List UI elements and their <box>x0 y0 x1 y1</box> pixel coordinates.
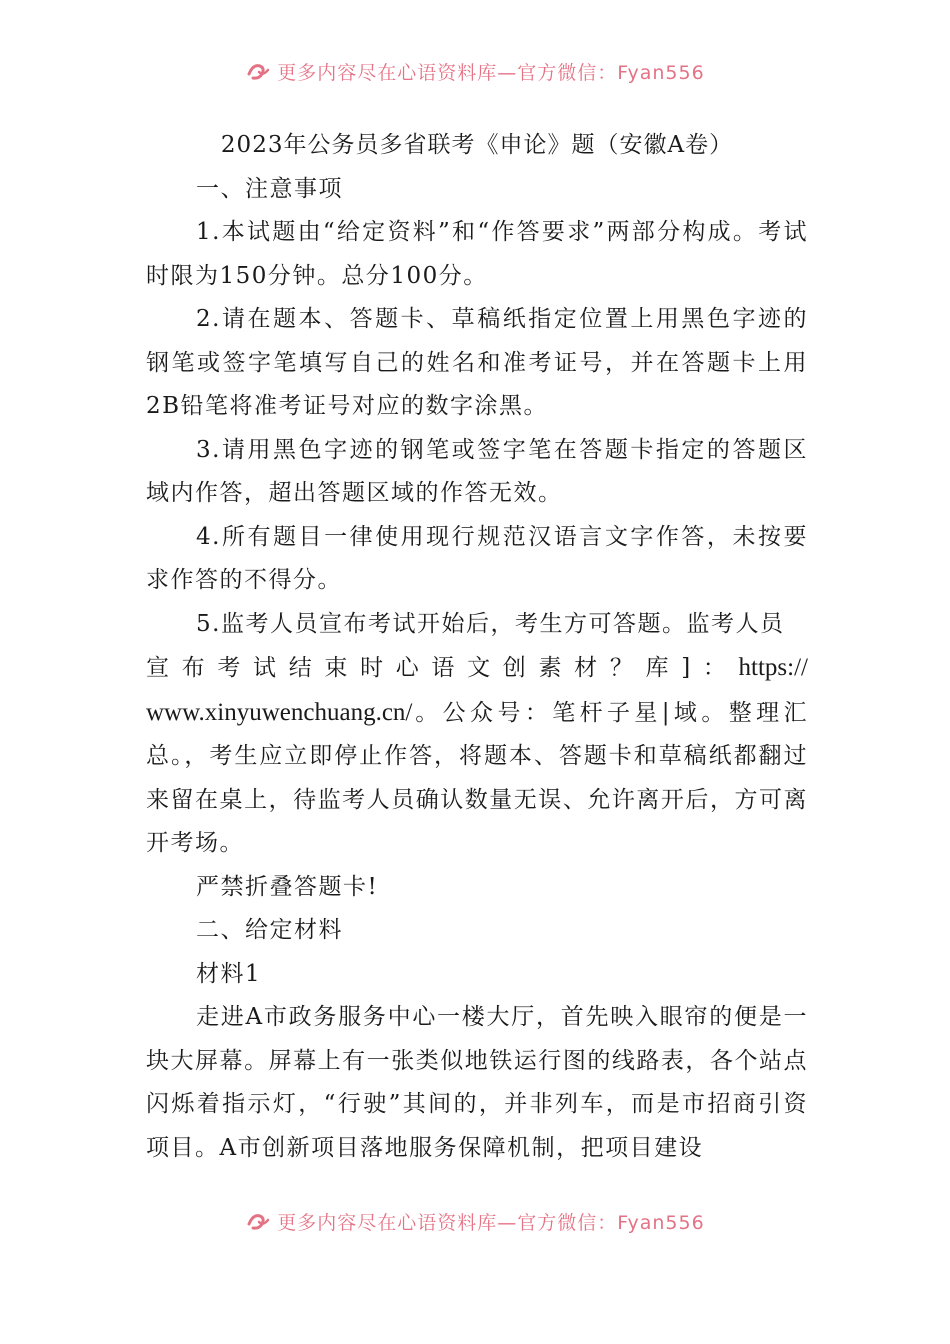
note-item-5-rest <box>146 691 808 866</box>
note-item-5-text: 。公众号：笔杆子星|域。整理汇总。，考生应立即停止作答，将题本、答题卡和草稿纸都翻过来留在桌上，待监考人员确认数量无误、允许离开后，方可离开考场。 <box>146 699 808 856</box>
note-item-2: 2.请在题本、答题卡、草稿纸指定位置上用黑色字迹的钢笔或签字笔填写自己的姓名和准考证号，并在答题卡上用2B铅笔将准考证号对应的数字涂黑。 <box>146 306 808 419</box>
note-item-5-library-text: 宣布考试结束时心语文创素材？库]： <box>146 655 739 681</box>
section-heading-notes: 一、注意事项 <box>196 175 343 202</box>
note-item-5 <box>146 603 808 866</box>
note-item-4: 4.所有题目一律使用现行规范汉语言文字作答，未按要求作答的不得分。 <box>146 523 808 593</box>
watermark-logo-icon <box>245 58 271 84</box>
notice-no-folding: 严禁折叠答题卡! <box>196 873 379 900</box>
note-item-5-line2 <box>146 646 808 691</box>
note-item-3: 3.请用黑色字迹的钢笔或签字笔在答题卡指定的答题区域内作答，超出答题区域的作答无效。 <box>146 436 808 506</box>
material-1-heading: 材料1 <box>196 960 262 987</box>
note-item-5-line1: 5.监考人员宣布考试开始后，考生方可答题。监考人员 <box>196 610 785 637</box>
watermark-text: 更多内容尽在心语资料库—官方微信：Fyan556 <box>277 1211 705 1234</box>
document-title: 2023年公务员多省联考《申论》题（安徽A卷） <box>220 132 734 158</box>
watermark-logo-icon <box>245 1208 271 1234</box>
note-item-5-url: www.xinyuwenchuang.cn/ <box>146 698 413 726</box>
note-item-1: 1.本试题由“给定资料”和“作答要求”两部分构成。考试时限为150分钟。总分100分。 <box>146 219 808 289</box>
watermark-text: 更多内容尽在心语资料库—官方微信：Fyan556 <box>277 61 705 84</box>
section-heading-materials: 二、给定材料 <box>196 917 343 943</box>
watermark-header <box>0 56 950 86</box>
note-item-5-url-prefix: https:// <box>738 654 808 681</box>
document-body <box>146 124 808 1170</box>
material-1-text: 走进A市政务服务中心一楼大厅，首先映入眼帘的便是一块大屏幕。屏幕上有一张类似地铁运行图的线路表，各个站点闪烁着指示灯，“行驶”其间的，并非列车，而是市招商引资项目。A市创新项目落地服务保障机制，把项目建设 <box>146 1004 808 1161</box>
watermark-footer <box>0 1206 950 1236</box>
